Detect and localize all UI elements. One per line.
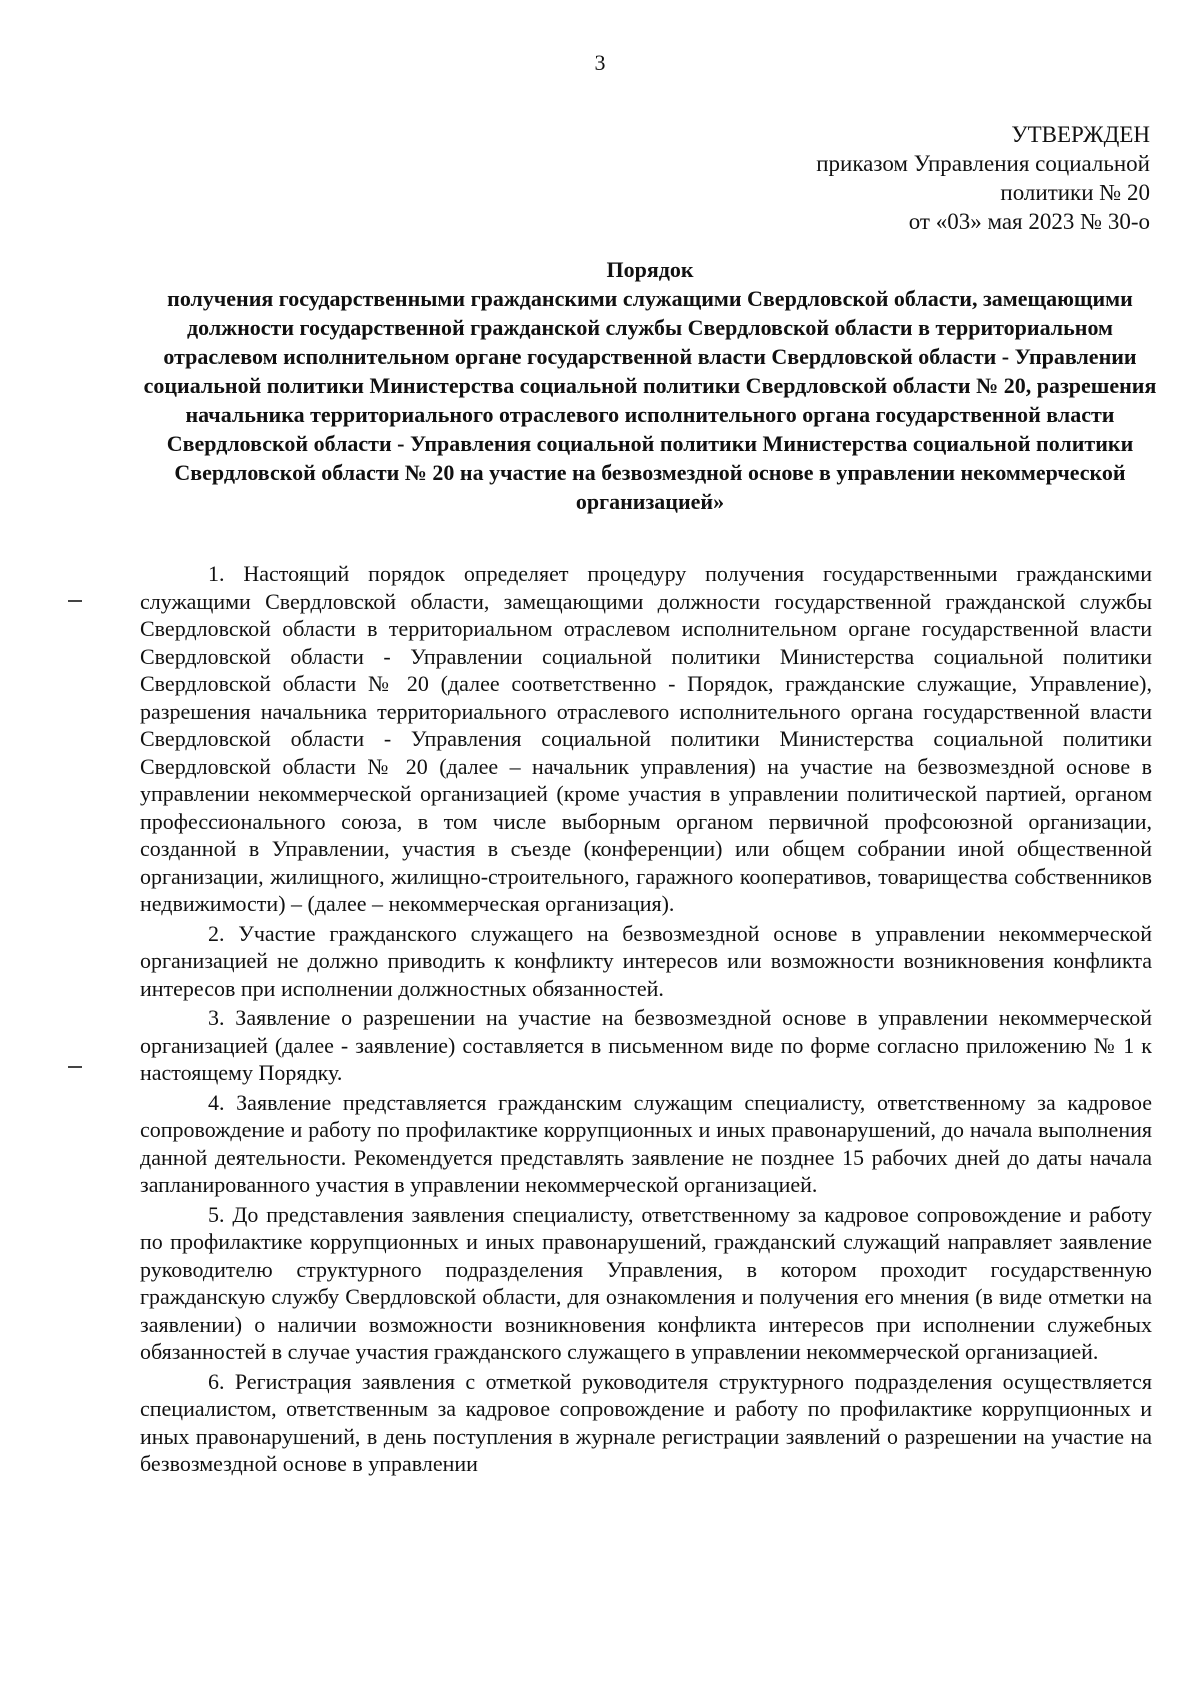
paragraph-3: 3. Заявление о разрешении на участие на безвозмездной основе в управлении некоммерческой организацией (далее - заявление) составляется в письменном виде по форме согласно приложению № 1 к настоящему Порядку. — [140, 1005, 1152, 1085]
paragraph-6: 6. Регистрация заявления с отметкой руководителя структурного подразделения осуществляется специалистом, ответственным за кадровое сопровождение и работу по профилактике коррупционных и иных правонарушений, в день поступления в журнале регистрации заявлений о разрешении на участие на безвозмездной основе в управлении — [140, 1368, 1152, 1476]
approval-stamp — [816, 120, 1150, 236]
margin-mark — [68, 1066, 82, 1068]
paragraph-2: 2. Участие гражданского служащего на безвозмездной основе в управлении некоммерческой организацией не должно приводить к конфликту интересов или возможности возникновения конфликта интересов при исполнении должностных обязанностей. — [140, 920, 1152, 1001]
title-text: получения государственными гражданскими служащими Свердловской области, замещающими должности государственной гражданской службы Свердловской области в территориальном отраслевом исполнительном органе государственной власти Свердловской области - Управлении социальной политики Министерства социальной политики Свердловской области № 20, разрешения начальника территориального отраслевого исполнительного органа государственной власти Свердловской области - Управления социальной политики Министерства социальной политики Свердловской области № 20 на участие на безвозмездной основе в управлении некоммерческой организацией» — [143, 286, 1157, 514]
approval-line-4: от «03» мая 2023 № 30-о — [908, 209, 1150, 234]
document-title — [140, 255, 1160, 516]
approval-line-1: УТВЕРЖДЕН — [1011, 122, 1150, 147]
approval-line-2: приказом Управления социальной — [816, 151, 1150, 176]
paragraph-5: 5. До представления заявления специалисту, ответственному за кадровое сопровождение и работу по профилактике коррупционных и иных правонарушений, гражданский служащий направляет заявление руководителю структурного подразделения Управления, в котором проходит государственную гражданскую службу Свердловской области, для ознакомления и получения его мнения (в виде отметки на заявлении) о наличии возможности возникновения конфликта интересов при исполнении служебных обязанностей в случае участия гражданского служащего в управлении некоммерческой организацией. — [140, 1201, 1152, 1364]
page-number: 3 — [594, 50, 606, 75]
document-body — [140, 560, 1152, 1480]
margin-mark — [68, 600, 82, 602]
title-heading: Порядок — [606, 257, 694, 282]
approval-line-3: политики № 20 — [1000, 180, 1150, 205]
paragraph-1: 1. Настоящий порядок определяет процедуру получения государственными гражданскими служащими Свердловской области, замещающими должности государственной гражданской службы Свердловской области в территориальном отраслевом исполнительном органе государственной власти Свердловской области - Управлении социальной политики Министерства социальной политики Свердловской области № 20 (далее соответственно - Порядок, гражданские служащие, Управление), разрешения начальника территориального отраслевого исполнительного органа государственной власти Свердловской области - Управления социальной политики Министерства социальной политики Свердловской области № 20 (далее – начальник управления) на участие на безвозмездной основе в управлении некоммерческой организацией (кроме участия в управлении политической партией, органом профессионального союза, в том числе выборным органом первичной профсоюзной организации, созданной в Управлении, участия в съезде (конференции) или общем собрании иной общественной организации, жилищного, жилищно-строительного, гаражного кооперативов, товарищества собственников недвижимости) – (далее – некоммерческая организация). — [140, 561, 1152, 916]
paragraph-4: 4. Заявление представляется гражданским служащим специалисту, ответственному за кадровое сопровождение и работу по профилактике коррупционных и иных правонарушений, до начала выполнения данной деятельности. Рекомендуется представлять заявление не позднее 15 рабочих дней до даты начала запланированного участия в управлении некоммерческой организацией. — [140, 1089, 1152, 1197]
